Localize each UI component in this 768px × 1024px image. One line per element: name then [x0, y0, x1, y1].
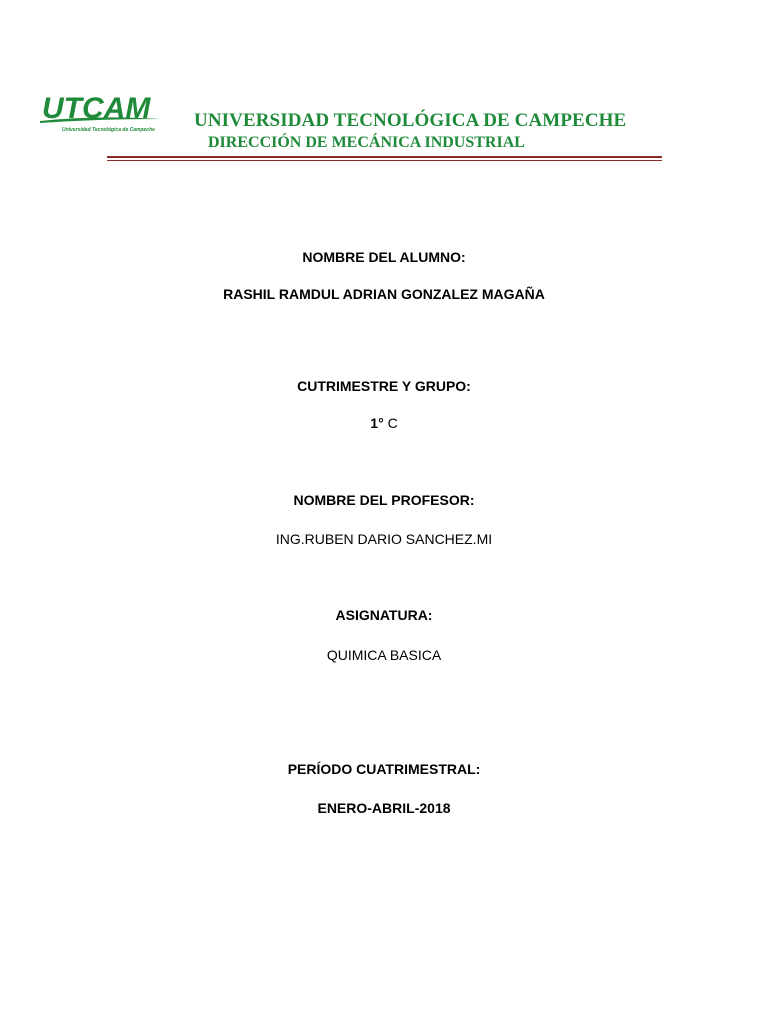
asignatura-label: ASIGNATURA:: [335, 607, 433, 623]
utcam-logo: [38, 90, 164, 136]
department-title: DIRECCIÓN DE MECÁNICA INDUSTRIAL: [208, 134, 525, 151]
grupo-label: CUTRIMESTRE Y GRUPO:: [297, 378, 471, 394]
university-title: UNIVERSIDAD TECNOLÓGICA DE CAMPECHE: [194, 110, 627, 131]
profesor-value: ING.RUBEN DARIO SANCHEZ.MI: [275, 531, 493, 547]
alumno-label: NOMBRE DEL ALUMNO:: [302, 249, 466, 265]
grupo-value-number: 1°: [370, 415, 384, 431]
logo-subtext: Universidad Tecnológica de Campeche: [62, 127, 155, 133]
header-rule-thin: [107, 160, 662, 161]
grupo-value: [0, 415, 768, 431]
grupo-value-letter: C: [387, 415, 398, 431]
periodo-label: PERÍODO CUATRIMESTRAL:: [287, 761, 481, 777]
profesor-label: NOMBRE DEL PROFESOR:: [293, 492, 475, 508]
header-rule-thick: [107, 156, 662, 158]
periodo-value: ENERO-ABRIL-2018: [317, 800, 451, 816]
asignatura-value: QUIMICA BASICA: [326, 647, 442, 663]
logo-wordmark: UTCAM: [42, 92, 151, 125]
alumno-value: RASHIL RAMDUL ADRIAN GONZALEZ MAGAÑA: [223, 286, 545, 302]
